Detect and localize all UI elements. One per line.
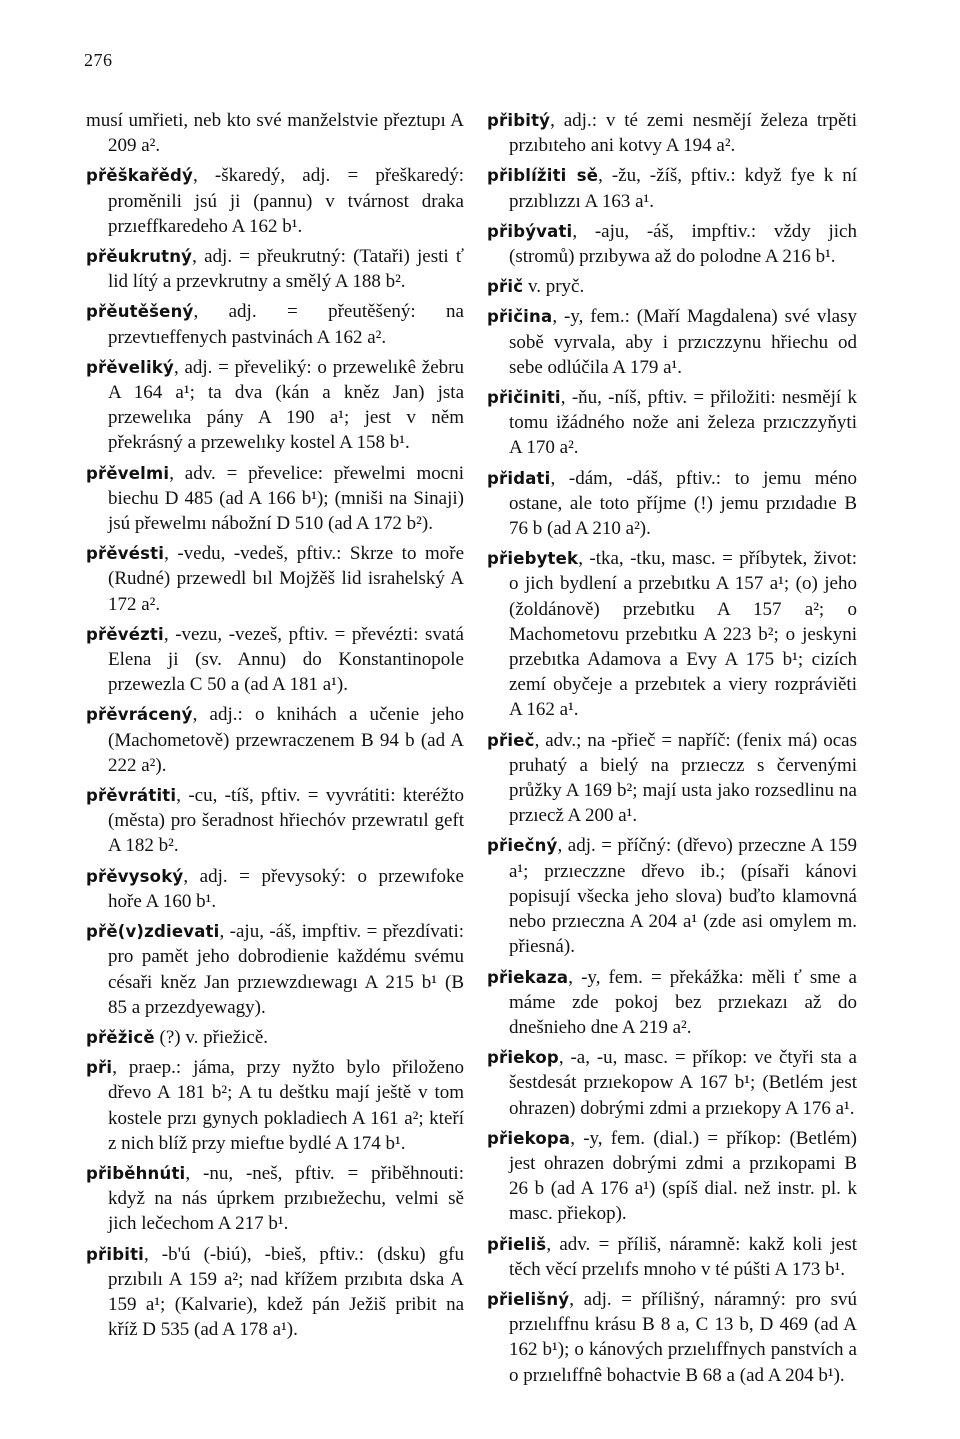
dictionary-entry bbox=[86, 355, 464, 456]
entry-headword: přibiti bbox=[86, 1244, 145, 1264]
entry-headword: přiekaza bbox=[487, 967, 569, 987]
entry-text: , -b'ú (-biú), -bieš, pftiv.: (dsku) gfu przıbılı A 159 a²; nad křížem przıbıta dska A 159 a¹; (Kalvarie), kdež pán Ježiš pribit na kříž D 535 (ad A 178 a¹). bbox=[108, 1243, 464, 1341]
entry-text: , praep.: jáma, przy nyžto bylo přiloženo dřevo A 181 b²; A tu deštku mají ještě v tom kostele przı gynych pokladiech A 161 a²; kteří z nich blíž przy mieftıe bydlé A 174 b¹. bbox=[108, 1057, 464, 1154]
entry-headword: přiebytek bbox=[487, 549, 579, 569]
dictionary-entry bbox=[86, 461, 464, 537]
dictionary-entry bbox=[86, 299, 464, 349]
dictionary-entry bbox=[86, 541, 464, 617]
dictionary-entry bbox=[487, 1232, 857, 1282]
dictionary-entry bbox=[487, 1045, 857, 1121]
entry-headword: přěukrutný bbox=[86, 247, 193, 267]
entry-text: , -tka, -tku, masc. = příbytek, život: o jich bydlení a przebıtku A 157 a¹; (o) jeho (žoldánově) przebıtku A 157 a²; o Machometovu przebıtku A 223 b²; o jeskyni przebıtka Adamova a Evy A 175 b¹; cizích zemí obyčeje a przebıtek a viery rozpráviěti A 162 a¹. bbox=[509, 548, 857, 721]
dictionary-entry bbox=[487, 728, 857, 829]
entry-text: , -cu, -tíš, pftiv. = vyvrátiti: kteréžto (města) pro šeradnost hřiechóv przewratıl geft A 182 b². bbox=[108, 785, 464, 857]
entry-text: v. pryč. bbox=[523, 276, 585, 298]
entry-headword: přěvézti bbox=[86, 624, 164, 644]
entry-headword: přěvrácený bbox=[86, 705, 193, 725]
page-number: 276 bbox=[84, 50, 113, 70]
entry-headword: přičina bbox=[487, 307, 553, 327]
entry-text: , adj. = příčný: (dřevo) przeczne A 159 a¹; przıeczzne dřevo ib.; (písaři kánovi popisují všecka jeho slova) buďto klamovná nebo przıeczna A 204 a¹ (zde asi omylem m. přiesná). bbox=[509, 835, 857, 958]
entry-headword: přěveliký bbox=[86, 357, 174, 377]
entry-text: , -škaredý, adj. = přeškaredý: proměnili jsú ji (pannu) v tvárnost draka przıeffkaredeho A 162 b¹. bbox=[108, 165, 464, 237]
entry-text: , adj. = přeutěšený: na przevtıeffenych pastvinách A 162 a². bbox=[108, 301, 464, 348]
dictionary-entry bbox=[86, 1055, 464, 1156]
entry-text: , -y, fem.: (Maří Magdalena) své vlasy sobě vyrvala, aby i przıczzynu hřiechu od sebe odlúčila A 179 a¹. bbox=[509, 306, 857, 378]
entry-text: , adv. = převelice: přewelmi mocni biechu D 485 (ad A 166 b¹); (mniši na Sinaji) jsú přewelmı nábožní D 510 (ad A 172 b²). bbox=[108, 462, 464, 535]
dictionary-entry bbox=[86, 1025, 464, 1050]
dictionary-entry bbox=[487, 965, 857, 1041]
entry-text: , adj. = převeliký: o przewelıkê žebru A 164 a¹; ta dva (kán a kněz Jan) jsta przewelıka pány A 190 a¹; jest v něm překrásný a przewelıky kostel A 158 b¹. bbox=[108, 356, 464, 454]
dictionary-entry bbox=[487, 304, 857, 380]
entry-text: , adj.: v té zemi nesmějí železa trpěti przıbıteho ani kotvy A 194 a². bbox=[509, 110, 857, 157]
entry-headword: přěvelmi bbox=[86, 463, 170, 483]
dictionary-entry bbox=[487, 833, 857, 959]
entry-text: , -y, fem. = překážka: měli ť sme a máme zde pokoj bez przıekazı až do dnešnieho dne A 219 a². bbox=[509, 966, 857, 1038]
entry-headword: přěvysoký bbox=[86, 866, 184, 886]
entry-headword: přiekop bbox=[487, 1048, 559, 1068]
dictionary-entry bbox=[86, 702, 464, 778]
entry-text: (?) v. přiežicě. bbox=[154, 1026, 269, 1048]
entry-headword: přěžicě bbox=[86, 1027, 155, 1047]
dictionary-entry bbox=[86, 919, 464, 1020]
dictionary-entry bbox=[487, 1126, 857, 1227]
right-column bbox=[487, 108, 857, 1393]
entry-headword: přibitý bbox=[487, 111, 551, 130]
dictionary-entry bbox=[86, 1161, 464, 1237]
entry-text: , adj. = přílišný, náramný: pro svú przıelıffnu krásu B 8 a, C 13 b, D 469 (ad A 162 b¹); o kánových przıelıffnych panstvích a o przıelıffnê bohactvie B 68 a (ad A 204 b¹). bbox=[509, 1288, 857, 1386]
entry-text: , -nu, -neš, pftiv. = přiběhnouti: když na nás úprkem przıbıežechu, velmi sě jich lečechom A 217 b¹. bbox=[108, 1162, 464, 1235]
dictionary-entry bbox=[487, 546, 857, 722]
entry-text: , -aju, -áš, impftiv. = přezdívati: pro pamět jeho dobrodienie každému svému césaři kněz Jan przıewzdıewagı A 215 b¹ (B 85 a przezdyewagy). bbox=[108, 921, 464, 1018]
left-column bbox=[86, 108, 464, 1347]
entry-headword: přěutěšený bbox=[86, 302, 194, 322]
entry-text: , -žu, -žíš, pftiv.: když fye k ní przıblızzı A 163 a¹. bbox=[509, 165, 857, 212]
entry-headword: přěškařědý bbox=[86, 166, 193, 186]
dictionary-entry bbox=[487, 219, 857, 269]
entry-headword: přidati bbox=[487, 468, 551, 488]
entry-headword: přieč bbox=[487, 730, 535, 750]
entry-text: , -aju, -áš, impftiv.: vždy jich (stromů) przıbywa až do polodne A 216 b¹. bbox=[509, 220, 857, 268]
dictionary-entry bbox=[487, 466, 857, 542]
entry-text: , adj. = převysoký: o przewıfoke hoře A 160 b¹. bbox=[108, 865, 464, 912]
dictionary-entry bbox=[86, 108, 464, 158]
entry-text: , -dám, -dáš, pftiv.: to jemu méno ostane, ale toto příjme (!) jemu przıdadıe B 76 b (ad A 210 a²). bbox=[509, 467, 857, 540]
dictionary-entry bbox=[487, 108, 857, 158]
entry-text: , -vedu, -vedeš, pftiv.: Skrze to moře (Rudné) przewedl bıl Mojžěš lid israhelský A 172 a². bbox=[108, 543, 464, 615]
entry-headword: přě(v)zdievati bbox=[86, 922, 220, 942]
entry-text: , -vezu, -vezeš, pftiv. = převézti: svatá Elena ji (sv. Annu) do Konstantinopole przewezla C 50 a (ad A 181 a¹). bbox=[108, 623, 464, 696]
entry-headword: přiběhnúti bbox=[86, 1163, 186, 1183]
dictionary-entry bbox=[86, 783, 464, 859]
entry-headword: přiečný bbox=[487, 836, 558, 856]
entry-headword: přěvrátiti bbox=[86, 786, 177, 806]
dictionary-entry bbox=[86, 244, 464, 294]
dictionary-entry bbox=[487, 163, 857, 213]
dictionary-entry bbox=[86, 622, 464, 698]
entry-headword: přiekopa bbox=[487, 1128, 571, 1148]
dictionary-entry bbox=[487, 274, 857, 299]
entry-headword: přič bbox=[487, 277, 524, 297]
dictionary-entry bbox=[86, 163, 464, 239]
entry-text: , adj.: o knihách a učenie jeho (Machometově) przewraczenem B 94 b (ad A 222 a²). bbox=[108, 704, 464, 776]
dictionary-entry bbox=[86, 864, 464, 914]
dictionary-entry bbox=[487, 385, 857, 461]
entry-text: , -y, fem. (dial.) = příkop: (Betlém) jest ohrazen dobrými zdmi a przıkopami B 26 b (ad A 176 a¹) (spíš dial. než instr. pl. k masc. přiekop). bbox=[509, 1127, 857, 1225]
entry-text: , adj. = přeukrutný: (Tataři) jesti ť lid lítý a przevkrutny a smělý A 188 b². bbox=[108, 246, 464, 293]
entry-text: , adv. = příliš, náramně: kakž koli jest těch věcí przelıfs mnoho v té púšti A 173 b¹. bbox=[509, 1233, 857, 1280]
entry-headword: přielišný bbox=[487, 1289, 570, 1309]
entry-text: musí umřieti, neb kto své manželstvie přeztupı A 209 a². bbox=[86, 110, 464, 157]
entry-headword: přičiniti bbox=[487, 388, 561, 408]
entry-headword: přěvésti bbox=[86, 544, 165, 564]
entry-headword: přieliš bbox=[487, 1234, 547, 1254]
entry-headword: při bbox=[86, 1058, 113, 1078]
entry-text: , -a, -u, masc. = příkop: ve čtyři sta a šestdesát przıekopow A 167 b¹; (Betlém jest ohrazen) dobrými zdmi a przıekopy A 176 a¹. bbox=[509, 1047, 857, 1119]
dictionary-entry bbox=[86, 1242, 464, 1343]
entry-headword: přibývati bbox=[487, 221, 573, 241]
dictionary-entry bbox=[487, 1287, 857, 1388]
entry-headword: přiblížiti sě bbox=[487, 166, 599, 186]
entry-text: , -ňu, -níš, pftiv. = přiložiti: nesmějí k tomu ižádného nože ani železa przıczzyňyti A 170 a². bbox=[509, 387, 857, 459]
entry-text: , adv.; na -přieč = napříč: (fenix má) ocas pruhatý a bielý na przıeczz s červenými průžky A 169 b²; mají usta jako rozsedlinu na przıecž A 200 a¹. bbox=[509, 729, 857, 827]
